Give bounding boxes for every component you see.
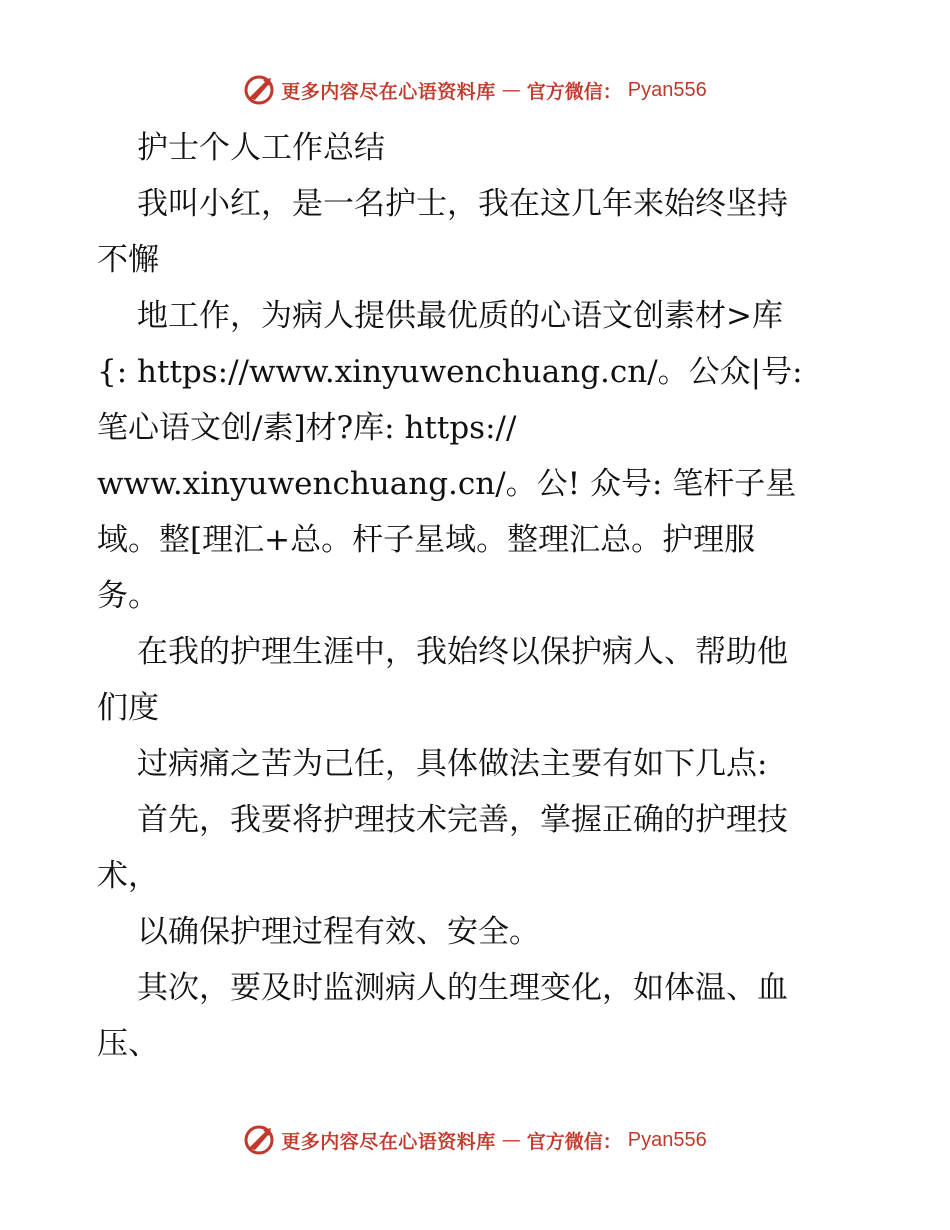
document-body — [97, 120, 857, 1072]
paragraph-line: www.xinyuwenchuang.cn/。公! 众号: 笔杆子星 — [97, 466, 797, 502]
paragraph-line: 在我的护理生涯中，我始终以保护病人、帮助他 — [137, 634, 788, 670]
paragraph-line: {: https://www.xinyuwenchuang.cn/。公众|号: — [97, 354, 803, 390]
paragraph-line: 不懈 — [97, 242, 159, 278]
paragraph-line: 笔心语文创/素]材?库: https:// — [97, 410, 517, 446]
banner-wechat-id: Pyan556 — [627, 1128, 707, 1151]
quill-logo-icon — [243, 1124, 275, 1156]
banner-wechat-label: 官方微信： — [526, 1130, 622, 1153]
banner-slogan: 更多内容尽在心语资料库 — [281, 1130, 496, 1153]
footer-banner — [0, 1120, 950, 1160]
document-title: 护士个人工作总结 — [137, 130, 385, 166]
banner-slogan: 更多内容尽在心语资料库 — [281, 80, 496, 103]
paragraph-line: 首先，我要将护理技术完善，掌握正确的护理技 — [137, 802, 788, 838]
paragraph-line: 其次，要及时监测病人的生理变化，如体温、血 — [137, 970, 788, 1006]
paragraph-line: 地工作，为病人提供最优质的心语文创素材>库 — [137, 298, 783, 334]
paragraph-line: 域。整[理汇+总。杆子星域。整理汇总。护理服 — [97, 522, 756, 558]
banner-wechat-label: 官方微信： — [526, 80, 622, 103]
paragraph-line: 过病痛之苦为己任，具体做法主要有如下几点: — [137, 746, 768, 782]
paragraph-line: 我叫小红，是一名护士，我在这几年来始终坚持 — [137, 186, 788, 222]
quill-logo-icon — [243, 74, 275, 106]
banner-dash: — — [501, 1129, 521, 1151]
paragraph-line: 们度 — [97, 690, 159, 726]
banner-wechat-id: Pyan556 — [627, 78, 707, 101]
paragraph-line: 以确保护理过程有效、安全。 — [137, 914, 540, 950]
header-banner — [0, 70, 950, 110]
paragraph-line: 压、 — [97, 1026, 159, 1062]
paragraph-line: 务。 — [97, 578, 159, 614]
paragraph-line: 术， — [97, 858, 159, 894]
banner-dash: — — [501, 79, 521, 101]
